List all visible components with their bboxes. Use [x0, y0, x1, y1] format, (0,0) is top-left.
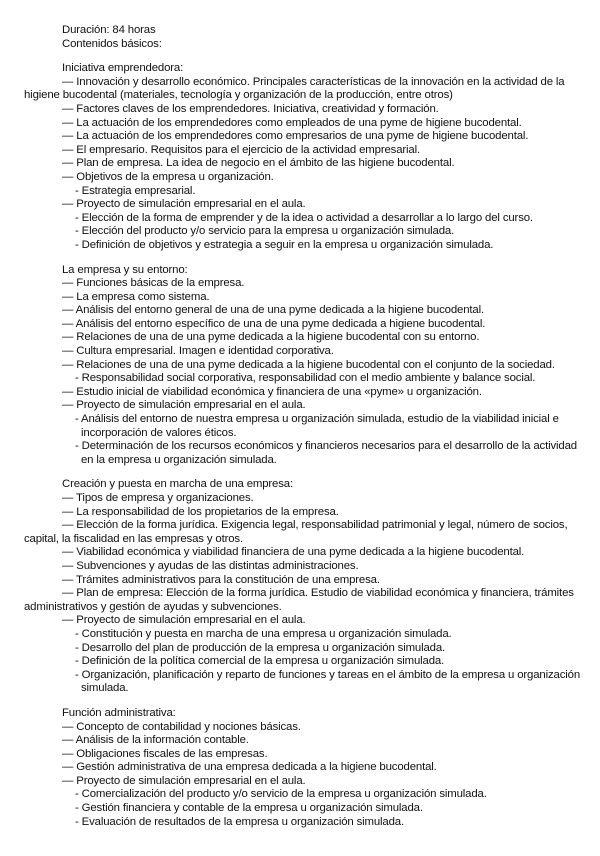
section-title: Función administrativa: — [62, 706, 176, 719]
list-item: — El empresario. Requisitos para el ejercicio de la actividad empresarial. — [62, 143, 420, 156]
list-item: — Gestión administrativa de una empresa dedicada a la higiene bucodental. — [62, 761, 437, 774]
sub-item: - Desarrollo del plan de producción de la empresa u organización simulada. — [75, 641, 446, 654]
section-title: Iniciativa emprendedora: — [62, 62, 184, 75]
sub-item: en la empresa u organización simulada. — [81, 453, 277, 466]
sub-item: incorporación de valores éticos. — [81, 426, 237, 439]
list-item: — Proyecto de simulación empresarial en el aula. — [62, 774, 306, 787]
sections-container — [0, 51, 600, 829]
section-title: La empresa y su entorno: — [62, 263, 188, 276]
list-item: — Innovación y desarrollo económico. Principales características de la innovación en la actividad de la — [62, 75, 565, 88]
sub-item: - Comercialización del producto y/o servicio de la empresa u organización simulada. — [75, 788, 487, 801]
section-title: Creación y puesta en marcha de una empresa: — [62, 478, 293, 491]
list-item: — Relaciones de una de una pyme dedicada a la higiene bucodental con el conjunto de la sociedad. — [62, 358, 555, 371]
list-item-continuation: higiene bucodental (materiales, tecnología y organización de la producción, entre otros) — [24, 89, 453, 102]
list-item: — Cultura empresarial. Imagen e identidad corporativa. — [62, 345, 334, 358]
sub-item: - Responsabilidad social corporativa, responsabilidad con el medio ambiente y balance social. — [75, 372, 536, 385]
list-item: — Proyecto de simulación empresarial en el aula. — [62, 399, 306, 412]
list-item: — Objetivos de la empresa u organización. — [62, 170, 274, 183]
sub-item: - Elección del producto y/o servicio para la empresa u organización simulada. — [75, 225, 455, 238]
document-page — [0, 24, 600, 829]
list-item: — Tipos de empresa y organizaciones. — [62, 492, 254, 504]
list-item: — La responsabilidad de los propietarios de la empresa. — [62, 505, 339, 518]
sub-item: simulada. — [81, 682, 129, 695]
list-item: — Plan de empresa: Elección de la forma jurídica. Estudio de viabilidad económica y financiera, trámites — [62, 587, 574, 600]
sub-item: - Determinación de los recursos económicos y financieros necesarios para el desarrollo de la actividad — [75, 440, 577, 453]
list-item: — Trámites administrativos para la constitución de una empresa. — [62, 573, 380, 586]
list-item: — Viabilidad económica y viabilidad financiera de una pyme dedicada a la higiene bucodental. — [62, 546, 525, 559]
section-gap — [0, 51, 600, 62]
list-item-continuation: capital, la fiscalidad en las empresas y otros. — [24, 532, 243, 545]
list-item: — Análisis del entorno específico de una de una pyme dedicada a higiene bucodental. — [62, 317, 486, 330]
list-item: — Proyecto de simulación empresarial en el aula. — [62, 198, 306, 211]
list-item: — La actuación de los emprendedores como empresarios de una pyme de higiene bucodental. — [62, 130, 529, 143]
list-item: — Concepto de contabilidad y nociones básicas. — [62, 720, 301, 733]
list-item: — Proyecto de simulación empresarial en el aula. — [62, 614, 306, 627]
list-item: — Análisis del entorno general de una de una pyme dedicada a la higiene bucodental. — [62, 304, 484, 317]
list-item: — Plan de empresa. La idea de negocio en el ámbito de las higiene bucodental. — [62, 157, 455, 170]
list-item: — Elección de la forma jurídica. Exigencia legal, responsabilidad patrimonial y legal, número de socios, — [62, 519, 568, 532]
contents-heading: Contenidos básicos: — [62, 37, 162, 50]
sub-item: - Organización, planificación y reparto de funciones y tareas en el ámbito de la empresa u organización — [75, 668, 581, 681]
sub-item: - Evaluación de resultados de la empresa u organización simulada. — [75, 815, 404, 828]
section-gap — [0, 253, 600, 264]
list-item: — Subvenciones y ayudas de las distintas administraciones. — [62, 559, 359, 572]
list-item: — Funciones básicas de la empresa. — [62, 277, 245, 290]
list-item: — La actuación de los emprendedores como empleados de una pyme de higiene bucodental. — [62, 116, 522, 129]
list-item: — Factores claves de los emprendedores. Iniciativa, creatividad y formación. — [62, 102, 439, 115]
duration-line: Duración: 84 horas — [62, 24, 156, 36]
sub-item: - Estrategia empresarial. — [75, 184, 196, 197]
list-item: — La empresa como sistema. — [62, 290, 210, 303]
sub-item: - Constitución y puesta en marcha de una empresa u organización simulada. — [75, 627, 452, 640]
sub-item: - Elección de la forma de emprender y de la idea o actividad a desarrollar a lo largo del curso. — [75, 211, 533, 224]
list-item: — Relaciones de una de una pyme dedicada a la higiene bucodental con su entorno. — [62, 331, 480, 344]
list-item: — Obligaciones fiscales de las empresas. — [62, 747, 268, 760]
sub-item: - Definición de la política comercial de la empresa u organización simulada. — [75, 655, 445, 668]
sub-item: - Definición de objetivos y estrategia a seguir en la empresa u organización simulada. — [75, 238, 494, 251]
sub-item: - Análisis del entorno de nuestra empresa u organización simulada, estudio de la viabilidad inicial e — [75, 413, 559, 426]
section-gap — [0, 467, 600, 478]
list-item: — Estudio inicial de viabilidad económica y financiera de una «pyme» u organización. — [62, 385, 482, 398]
sub-item: - Gestión financiera y contable de la empresa u organización simulada. — [75, 802, 423, 815]
list-item-continuation: administrativos y gestión de ayudas y subvenciones. — [24, 600, 282, 613]
section-gap — [0, 696, 600, 707]
list-item: — Análisis de la información contable. — [62, 734, 249, 747]
